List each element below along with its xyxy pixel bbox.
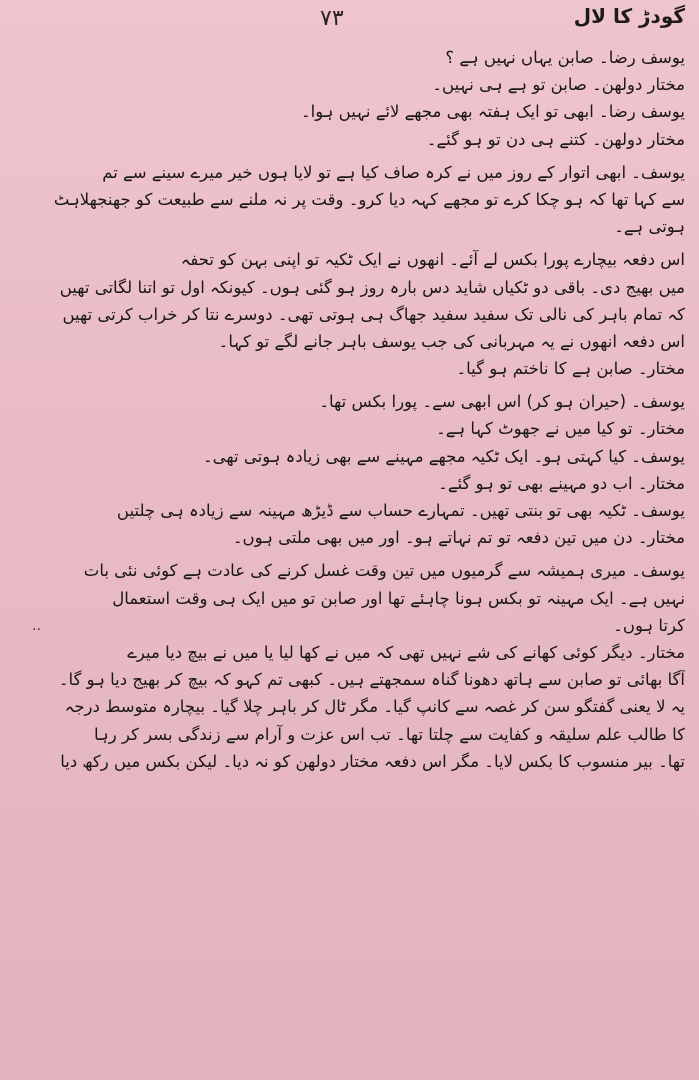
text-line: یوسف۔ کیا کہتی ہو۔ ایک ٹکیہ مجھے مہینے سے بھی زیادہ ہوتی تھی۔ xyxy=(203,446,685,466)
stray-marks: .. xyxy=(32,618,41,634)
text-line: اس دفعہ انھوں نے یہ مہربانی کی جب یوسف باہر جانے لگے تو کہا۔ xyxy=(218,331,685,351)
text-line: یوسف۔ میری ہمیشہ سے گرمیوں میں تین وقت غسل کرنے کی عادت ہے کوئی نئی بات xyxy=(83,561,685,581)
text-line: آگا بھائی تو صابن سے ہاتھ دھونا گناہ سمجھتے ہیں۔ کبھی تم کہو کہ بیچ کر بھیج دیا ہو گا۔ xyxy=(58,670,685,690)
text-line: یوسف۔ ابھی اتوار کے روز میں نے کرہ صاف کیا ہے تو لایا ہوں خیر میرے سینے سے تم xyxy=(102,162,685,182)
text-line: مختار۔ دیگر کوئی کھانے کی شے نہیں تھی کہ میں نے کھا لیا یا میں نے بیچ دیا میرے xyxy=(127,642,685,662)
text-line: مختار دولھن۔ صابن تو ہے ہی نہیں۔ xyxy=(432,75,685,95)
page-header xyxy=(0,2,699,42)
text-line: کہ تمام باہر کی نالی تک سفید سفید جھاگ ہی ہوتی تھی۔ دوسرے نتا کر خراب کرتی تھیں xyxy=(62,304,685,324)
text-line: کرتا ہوں۔ xyxy=(613,615,685,635)
text-line: یوسف۔ (حیران ہو کر) اس ابھی سے۔ پورا بکس تھا۔ xyxy=(319,392,685,412)
text-line: سے کہا تھا کہ ہو چکا کرے تو مجھے کہہ دیا کرو۔ وقت پر نہ ملنے سے طبیعت کو جھنجھلاہٹ xyxy=(53,189,685,209)
body-text xyxy=(14,44,685,775)
text-line: یوسف رضا۔ ابھی تو ایک ہفتہ بھی مجھے لائے نہیں ہوا۔ xyxy=(300,102,685,122)
text-line: تھا۔ بیر منسوب کا بکس لایا۔ مگر اس دفعہ مختار دولھن کو نہ دیا۔ لیکن بکس میں رکھ دیا xyxy=(60,751,685,771)
text-line: مختار دولھن۔ کتنے ہی دن تو ہو گئے۔ xyxy=(426,129,685,149)
text-line: یوسف رضا۔ صابن یہاں نہیں ہے ؟ xyxy=(445,48,685,67)
text-line: مختار۔ صابن ہے کا ناختم ہو گیا۔ xyxy=(456,359,685,379)
text-line: ہوتی ہے۔ xyxy=(614,217,685,237)
page-number: ۷۳ xyxy=(320,6,344,31)
text-line: میں بھیج دی۔ باقی دو ٹکیاں شاید دس بارہ روز ہو گئی ہوں۔ کیونکہ اول تو اتنا لگاتی تھیں xyxy=(59,277,685,297)
running-title: گودڑ کا لال xyxy=(573,4,685,28)
text-line: یوسف۔ ٹکیہ بھی تو بنتی تھیں۔ تمہارے حساب سے ڈیڑھ مہینہ سے زیادہ ہی چلتیں xyxy=(116,501,685,520)
text-line: کا طالب علم سلیقہ و کفایت سے چلتا تھا۔ تب اس عزت و آرام سے زندگی بسر کر رہا xyxy=(94,724,685,744)
text-line: مختار۔ تو کیا میں نے جھوٹ کہا ہے۔ xyxy=(436,419,685,439)
text-line: یہ لا یعنی گفتگو سن کر غصہ سے کانپ گیا۔ مگر ٹال کر باہر چلا گیا۔ بیچارہ متوسط درجہ xyxy=(64,697,685,717)
text-line: اس دفعہ بیچارے پورا بکس لے آئے۔ انھوں نے ایک ٹکیہ تو اپنی بہن کو تحفہ xyxy=(180,250,685,270)
text-line: مختار۔ اب دو مہینے بھی تو ہو گئے۔ xyxy=(438,473,685,493)
text-line: مختار۔ دن میں تین دفعہ تو تم نہاتے ہو۔ اور میں بھی ملتی ہوں۔ xyxy=(232,528,685,548)
text-line: نہیں ہے۔ ایک مہینہ تو بکس ہونا چاہئے تھا اور صابن تو میں ایک ہی وقت استعمال xyxy=(112,588,685,608)
